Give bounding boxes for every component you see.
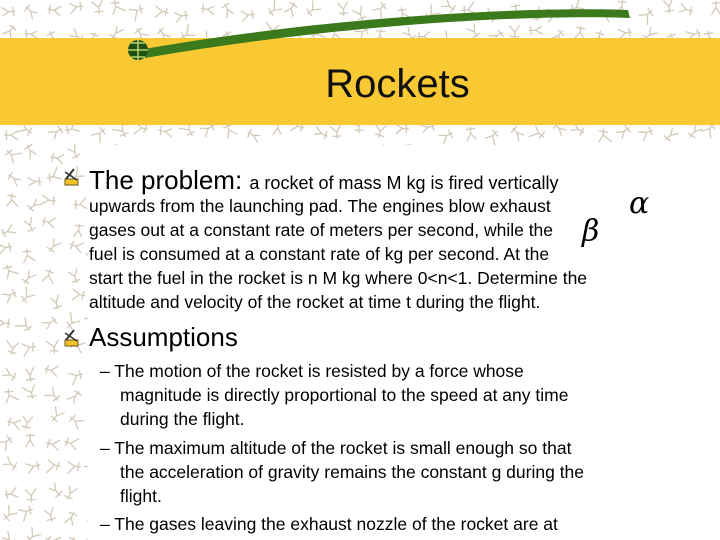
doodle-mark (42, 316, 57, 330)
doodle-mark (68, 412, 85, 428)
assumption-line: during the flight. (120, 409, 245, 429)
doodle-mark (0, 224, 15, 237)
doodle-mark (42, 268, 56, 284)
doodle-mark (7, 172, 22, 186)
doodle-mark (48, 406, 64, 423)
doodle-mark (50, 152, 65, 164)
doodle-mark (24, 218, 36, 233)
assumption-line: the acceleration of gravity remains the constant g during the (120, 462, 585, 482)
problem-line: upwards from the launching pad. The engines blow exhaust (89, 196, 551, 216)
doodle-mark (23, 249, 35, 263)
doodle-mark (485, 129, 503, 147)
doodle-mark (5, 131, 18, 139)
problem-lead-text: a rocket of mass M kg is fired vertically (249, 173, 559, 193)
doodle-mark (42, 195, 56, 205)
doodle-mark (4, 487, 18, 499)
problem-heading (89, 165, 559, 196)
doodle-mark (74, 224, 84, 238)
doodle-mark (45, 167, 60, 182)
doodle-mark (0, 318, 10, 328)
doodle-mark (44, 388, 61, 405)
doodle-mark (25, 368, 34, 382)
beta-symbol: β (582, 214, 600, 249)
doodle-mark (22, 343, 36, 357)
doodle-mark (15, 318, 33, 336)
alpha-symbol: α (629, 186, 650, 221)
doodle-mark (74, 198, 87, 209)
doodle-mark (7, 193, 20, 207)
doodle-mark (27, 198, 42, 212)
doodle-mark (51, 295, 62, 310)
doodle-mark (0, 243, 12, 254)
doodle-mark (69, 238, 85, 252)
problem-label: The problem: (89, 165, 243, 195)
doodle-mark (64, 485, 77, 500)
globe-grid (128, 40, 148, 60)
doodle-mark (22, 385, 36, 400)
doodle-mark (246, 129, 261, 142)
doodle-mark (64, 536, 78, 540)
doodle-mark (2, 532, 17, 540)
doodle-mark (3, 262, 19, 278)
pencil-bullet-icon (62, 167, 80, 187)
doodle-mark (4, 340, 19, 355)
doodle-mark (17, 287, 35, 304)
assumptions-heading: Assumptions (89, 322, 238, 352)
doodle-mark (439, 129, 455, 143)
doodle-mark (25, 489, 35, 502)
swoosh-arc (138, 9, 630, 58)
doodle-mark (69, 370, 84, 385)
doodle-mark (0, 505, 17, 522)
doodle-mark (65, 511, 78, 526)
doodle-mark (44, 508, 55, 523)
assumption-line: magnitude is directly proportional to the speed at any time (120, 385, 569, 405)
doodle-mark (47, 238, 61, 253)
doodle-mark (20, 415, 32, 430)
doodle-mark (46, 460, 61, 475)
doodle-mark (28, 177, 41, 186)
doodle-mark (6, 417, 21, 430)
doodle-mark (0, 435, 15, 451)
doodle-mark (45, 437, 60, 451)
doodle-mark (67, 462, 81, 475)
doodle-mark (2, 368, 17, 382)
doodle-mark (26, 434, 34, 447)
doodle-mark (48, 483, 62, 498)
doodle-mark (68, 144, 81, 159)
doodle-mark (4, 145, 22, 163)
assumption-line: – The motion of the rocket is resisted by a force whose (100, 361, 524, 381)
doodle-mark (41, 215, 56, 227)
assumption-line: flight. (120, 486, 162, 506)
doodle-mark (46, 340, 58, 353)
doodle-mark (4, 388, 19, 403)
assumption-line: – The maximum altitude of the rocket is small enough so that (100, 438, 572, 458)
doodle-mark (64, 435, 80, 450)
problem-line: gases out at a constant rate of meters per second, while the (89, 220, 554, 240)
doodle-mark (44, 531, 62, 540)
assumption-line: – The gases leaving the exhaust nozzle of the rocket are at (100, 514, 558, 534)
doodle-mark (3, 457, 19, 471)
doodle-mark (23, 527, 40, 540)
doodle-mark (26, 461, 41, 473)
slide-title: Rockets (325, 62, 470, 106)
doodle-mark (71, 289, 86, 302)
problem-line: fuel is consumed at a constant rate of kg per second. At the (89, 244, 550, 264)
pencil-bullet-icon (62, 328, 80, 348)
doodle-mark (67, 389, 82, 404)
doodle-mark (599, 129, 612, 143)
doodle-mark (19, 506, 35, 522)
doodle-mark (44, 363, 59, 376)
problem-line: altitude and velocity of the rocket at time t during the flight. (89, 292, 541, 312)
doodle-mark (22, 270, 36, 285)
doodle-mark (69, 269, 81, 284)
problem-line: start the fuel in the rocket is n M kg where 0<n<1. Determine the (89, 268, 588, 288)
doodle-mark (2, 289, 18, 303)
doodle-mark (24, 143, 37, 158)
